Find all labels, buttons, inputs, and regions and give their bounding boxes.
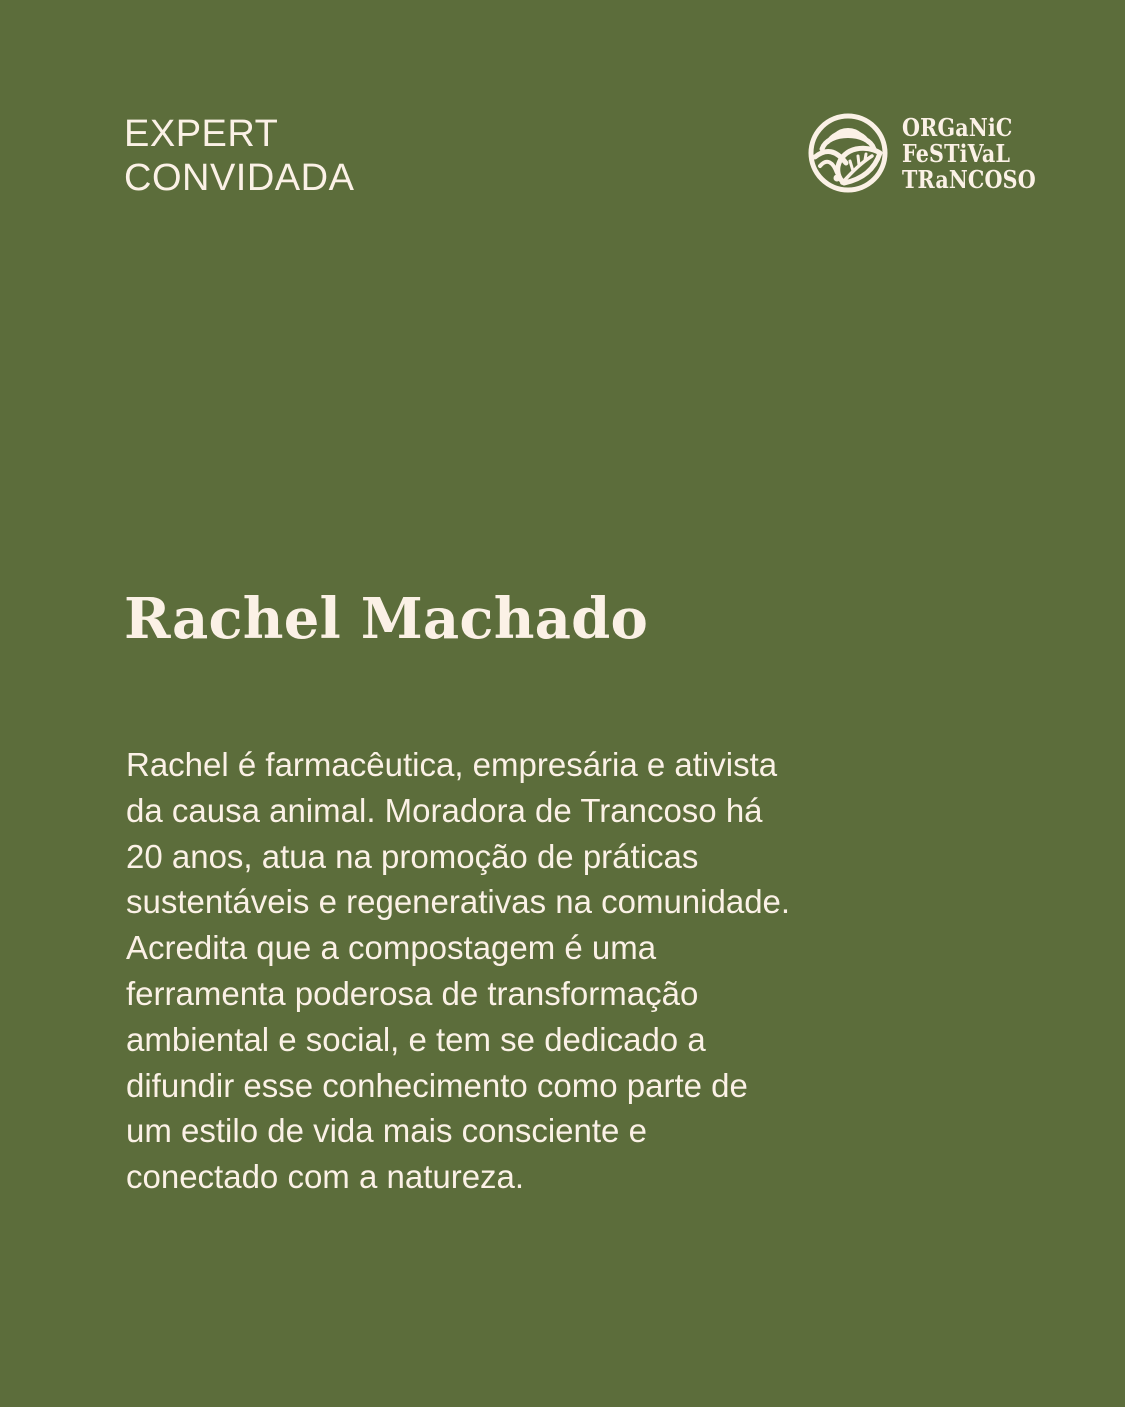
organic-festival-logo-icon	[806, 111, 890, 195]
logo-line-trancoso: TRaNCOSO	[902, 164, 1036, 194]
bio-line-9: um estilo de vida mais consciente e	[126, 1112, 647, 1150]
logo-line-organic: ORGaNiC	[902, 112, 1013, 142]
bio-line-10: conectado com a natureza.	[126, 1158, 525, 1196]
bio-line-8: difundir esse conhecimento como parte de	[126, 1066, 748, 1104]
bio-line-1: Rachel é farmacêutica, empresária e ativista	[126, 746, 778, 783]
eyebrow-line-2: CONVIDADA	[124, 157, 355, 199]
expert-eyebrow	[124, 112, 354, 200]
logo-line-festival: FeSTiVaL	[902, 138, 1011, 168]
bio-line-2: da causa animal. Moradora de Trancoso há	[126, 791, 763, 829]
bio-line-7: ambiental e social, e tem se dedicado a	[126, 1020, 706, 1058]
organic-festival-logo	[806, 110, 1036, 196]
bio-line-4: sustentáveis e regenerativas na comunidade.	[126, 883, 791, 921]
bio-line-5: Acredita que a compostagem é uma	[126, 929, 657, 967]
bio-line-3: 20 anos, atua na promoção de práticas	[126, 837, 699, 875]
eyebrow-line-1: EXPERT	[124, 113, 279, 155]
bio-line-6: ferramenta poderosa de transformação	[126, 974, 699, 1012]
expert-bio	[126, 742, 886, 1200]
expert-name: Rachel Machado	[124, 586, 648, 652]
organic-festival-wordmark	[902, 112, 1036, 194]
